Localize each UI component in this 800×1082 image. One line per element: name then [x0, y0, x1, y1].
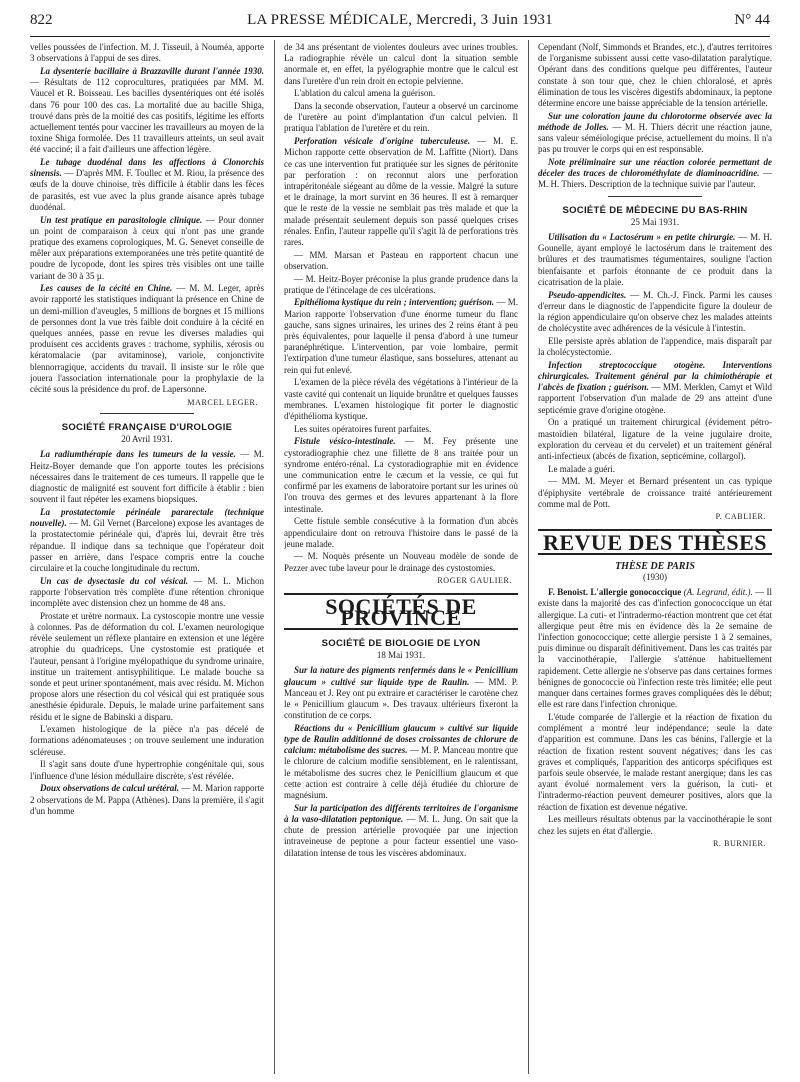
- article: [284, 297, 518, 375]
- article-heading: Le tubage duodénal dans les affections à Clonorchis sinensis.: [30, 157, 264, 179]
- society-heading: SOCIÉTÉ FRANÇAISE D'UROLOGIE: [61, 422, 233, 433]
- session-date: 18 Mai 1931.: [376, 650, 426, 661]
- article-heading: La radiumthérapie dans les tumeurs de la vessie.: [40, 449, 236, 460]
- article-heading: Infection streptococcique otogène. Interventions chirurgicales. Traitement général par la chimiothérapie et l'abcès de fixation ; guérison.: [538, 359, 772, 393]
- column-rule-2: [528, 40, 529, 1074]
- signature: P. CABLIER.: [715, 512, 766, 522]
- article-heading: F. Benoist. L'allergie gonococcique: [548, 587, 682, 598]
- article-heading: Sur la participation des différents territoires de l'organisme à la vaso-dilatation peptonique.: [284, 802, 518, 824]
- article-body: — M. Fey présente une cystoradiographie chez une fillette de 8 ans traitée pour un syndrome entéro-rénal. La cystoradiographie mit en évidence une communication entre le cæcum et la vessie, ce qui fut confirmé par les examens de laboratoire portant sur les urines où l'on trouva des germes et des levures appartenant à la flore intestinale.: [284, 436, 518, 514]
- paragraph: — M. Noquès présente un Nouveau modèle de sonde de Pezzer avec tube laveur pour le drainage des cystostomies.: [284, 551, 518, 573]
- article-body: — M. M. Leger, après avoir rapporté les statistiques indiquant la présence en Chine de un demi-million d'aveugles, 5 millions de borgnes et 15 millions de personnes dont la vue très faible doit conduire à la cécité en quelques années, passe en revue les diverses maladies qui produisent ces accidents graves : trachome, syphilis, xérosis ou kératomalacie (par avitaminose), variole, conjonctivite blennorragique, accidents du travail. Il insiste sur le rôle que jouera l'association internationale pour la prophylaxie de la cécité sous la présidence du prof. de Lapersonne.: [30, 283, 264, 395]
- article-heading: Un test pratique en parasitologie clinique.: [40, 214, 203, 225]
- section-divider: [608, 196, 702, 197]
- article-heading: Pseudo-appendicites.: [548, 289, 627, 300]
- thesis-heading: THÈSE DE PARIS: [615, 560, 695, 572]
- article: [30, 783, 264, 817]
- signature: MARCEL LEGER.: [187, 397, 258, 407]
- article: [284, 436, 518, 514]
- article-body: — M. H. Gounelle, ayant employé le lactosérum dans le traitement des brûlures et des traumatismes tégumentaires, souligne l'action bienfaisante et parfois étonnante de ce produit dans la cicatrisation de la plaie.: [538, 232, 772, 287]
- session-date: 25 Mai 1931.: [630, 216, 680, 227]
- paragraph: Dans la seconde observation, l'auteur a observé un carcinome de l'uretère au point d'implantation d'un calcul pelvien. Il pratiqua l'ablation de l'uretère et du rein.: [284, 101, 518, 134]
- article: [30, 66, 264, 156]
- paragraph: — MM. M. Meyer et Bernard présentent un cas typique d'épiphysite vertébrale de croissance traité antérieurement comme mal de Pott.: [538, 476, 772, 509]
- article: [538, 111, 772, 156]
- article-heading: Réactions du « Penicillium glaucum » cultivé sur liquide type de Raulin additionné de doses croissantes de chlorure de calcium: métabolisme des sucres.: [284, 722, 518, 756]
- issue-number: N° 44: [734, 12, 770, 28]
- paragraph: velles poussées de l'infection. M. J. Tisseuil, à Nouméa, apporte 3 observations à l'appui de ses dires.: [30, 42, 264, 64]
- article-heading: Un cas de dysectasie du col vésical.: [40, 575, 189, 586]
- article-body: — M. Ch.-J. Finck. Parmi les causes d'erreur dans le diagnostic de l'appendicite figure la douleur de la région appendiculaire qu'on observe chez les malades atteints de cholécystite avec adhérences de la vésicule à l'intestin.: [538, 289, 772, 334]
- article: [30, 576, 264, 610]
- paragraph: — MM. Marsan et Pasteau en rapportent chacun une observation.: [284, 249, 518, 271]
- paragraph: de 34 ans présentant de violentes douleurs avec urines troubles. La radiographie révèle un calcul dont la situation semble anormale et, en effet, la pyélographie montre que le calcul est dans l'uretère d'un rein droit en ectopie pelvienne.: [284, 42, 518, 86]
- paragraph: Il s'agit sans doute d'une hypertrophie congénitale qui, sous l'influence d'une lésion médullaire discrète, s'est révélée.: [30, 759, 264, 781]
- article: [538, 587, 772, 710]
- article: [538, 157, 772, 191]
- article-body: — M. Marion rapporte 2 observations de M. Pappa (Athènes). Dans la première, il s'agit d'un homme: [30, 783, 264, 816]
- article-body: — M. Gil Vernet (Barcelone) expose les avantages de la prostatectomie périnéale qui, d'après lui, devrait être très répandue. Il indique dans sa technique que l'opérateur doit passer en arrière, dans l'espace compris entre la couche circulaire et la couche longitudinale du rectum.: [30, 518, 264, 573]
- paragraph: Les meilleurs résultats obtenus par la vaccinothérapie le sont chez les sujets en état d'allergie.: [538, 814, 772, 836]
- article-body: — M. L. Michon rapporte l'observation très complète d'une rétention chronique incomplète avec distension chez un homme de 48 ans.: [30, 575, 264, 609]
- column-left: [30, 42, 264, 1074]
- article-body: — M. P. Manceau montre que le chlorure de calcium modifie sensiblement, en le ralentissant, le métabolisme des sucres chez le Penicillium glaucum et que cette action est contraire à celle déjà étudiée du chlorure de magnésium.: [284, 745, 518, 801]
- article: [30, 215, 264, 282]
- society-heading: SOCIÉTÉ DE MÉDECINE DU BAS-RHIN: [562, 204, 748, 216]
- article: [30, 157, 264, 213]
- page-number: 822: [30, 12, 53, 28]
- paragraph: — M. Heitz-Boyer préconise la plus grande prudence dans la pratique de l'étincelage de ces ulcérations.: [284, 273, 518, 295]
- article-body: — Résultats de 112 coprocultures, pratiquées par MM. M. Vaucel et R. Boisseau. Les bacilles dysentériques ont été isolés dans 76 pour 100 des cas. La mortalité due au bacille Shiga, trouvé dans près de la moitié des cas positifs, légitime les efforts actuellement tentés pour vacciner les travailleurs au moyen de la toxine Shiga formolée. Des 11 travailleurs atteints, un seul avait été vacciné; il a fait d'ailleurs une affection légère.: [30, 77, 264, 155]
- article: [284, 803, 518, 859]
- article-heading: Les causes de la cécité en Chine.: [40, 283, 173, 294]
- article: [284, 723, 518, 801]
- paragraph: On a pratiqué un traitement chirurgical (évidement pétro-mastoïdien bilatéral, ligature de la veine jugulaire droite, exploration du cerveau et du cervelet) et un traitement général anti-infectieux (abcès de fixation, septicémine, collargol).: [538, 417, 772, 461]
- paragraph: Les suites opératoires furent parfaites.: [294, 423, 432, 434]
- signature: R. BURNIER.: [712, 839, 766, 849]
- article: [30, 283, 264, 395]
- article: [538, 232, 772, 288]
- section-banner: SOCIÉTÉS DE PROVINCE: [284, 593, 518, 630]
- running-head: [30, 12, 770, 32]
- article-body: — Pour donner un point de comparaison à ceux qui n'ont pas une grande pratique des examens coprologiques, M. G. Senevet conseille de mêler aux préparations extemporanées une très petite quantité de poudre de lycopode, dont les spires très visibles ont une taille variant de 30 à 35 µ.: [30, 214, 264, 281]
- article-body: — M. H. Thiers. Description de la technique suivie par l'auteur.: [538, 168, 772, 190]
- paragraph: L'examen de la pièce révéla des végétations à l'intérieur de la vaste cavité qui contenait un liquide brunâtre et quelques fausses membranes. L'examen histologique fit porter le diagnostic d'épithélioma kystique.: [284, 377, 518, 421]
- article: [30, 507, 264, 574]
- column-middle: [284, 42, 518, 1074]
- column-rule-1: [274, 40, 275, 1074]
- article-heading: La dysenterie bacillaire à Brazzaville durant l'année 1930.: [40, 65, 264, 76]
- article-heading: Note préliminaire sur une réaction colorée permettant de déceler des traces de chlorométhylate de diaminoacridine.: [538, 157, 772, 179]
- column-right: [538, 42, 772, 1074]
- article-heading: Fistule vésico-intestinale.: [294, 436, 396, 447]
- article-heading: Perforation vésicale d'origine tuberculeuse.: [294, 136, 471, 147]
- article-heading: Doux observations de calcul urétéral.: [40, 783, 180, 794]
- paragraph: Cependant (Nolf, Simmonds et Brandes, etc.), d'autres territoires de l'organisme subissent aussi cette vaso-dilatation paralytique. Opérant dans des conditions quelque peu différentes, l'auteur constate à son tour que, chez le chien chloralosé, et après élimination de tous les viscères digestifs abdominaux, la peptone détermine encore une baisse appréciable de la tension artérielle.: [538, 42, 772, 109]
- article: [284, 136, 518, 248]
- session-date: 20 Avril 1931.: [121, 434, 173, 445]
- society-heading: SOCIÉTÉ DE BIOLOGIE DE LYON: [321, 637, 481, 649]
- article-body: — D'après MM. F. Toullec et M. Riou, la présence des œufs de la douve chinoise, très difficile à établir dans les fèces de parasités, est vue avec la plus grande aisance après tubage duodénal.: [30, 168, 264, 212]
- article: [538, 360, 772, 416]
- paragraph: L'ablation du calcul amena la guérison.: [294, 88, 436, 99]
- section-banner: REVUE DES THÈSES: [538, 529, 772, 555]
- paragraph: L'étude comparée de l'allergie et la réaction de fixation du complément a montré leur indépendance; seule la date d'apparition est commune. Dans les cas bénins, l'allergie et la réaction de fixation restent souvent négatives; dans les cas graves et compliqués, l'apparition des anticorps spécifiques est parfois seule observée, le malade restant anergique; dans les cas ayant évolué normalement vers la guérison, la cuti- et l'intradermo-réaction peuvent demeurer positives, alors que la réaction de fixation est devenue négative.: [538, 711, 772, 812]
- publisher-ref: (A. Legrand, édit.).: [683, 587, 753, 598]
- signature: ROGER GAULIER.: [437, 576, 512, 586]
- article: [284, 665, 518, 721]
- article-body: — MM. P. Manceau et J. Rey ont pu extraire et caractériser le carotène chez le « Penicillium glaucum ». Des travaux ultérieurs fixeront la constitution de ce corps.: [284, 676, 518, 721]
- paragraph: Prostate et urètre normaux. La cystoscopie montre une vessie à colonnes. Pas de déformation du col. L'examen neurologique révèle seulement un réflexe plantaire en extension et une légère atrophie du quadriceps. Une cystostomie est pratiquée et l'auteur, pensant à l'origine myélopathique du syndrome urinaire, institue un traitement antisyphilitique. Le malade bouche sa sonde et peut uriner spontanément, mais avec résidu. M. Michon propose alors une résection du col vésical qui est pratiquée sous anesthésie épidurale. Depuis, le malade urine parfaitement sans résidu et le signe de Babinski a disparu.: [30, 610, 264, 722]
- section-divider: [100, 413, 194, 414]
- paragraph: Cette fistule semble consécutive à la formation d'un abcès appendiculaire dont on retrouva l'histoire dans le passé de la jeune malade.: [284, 516, 518, 549]
- header-rule: [30, 36, 770, 37]
- article-body: — M. L. Jung. On sait que la chute de pression artérielle provoquée par une injection intraveineuse de peptone a pour facteur essentiel une vaso-dilatation intense de tous les viscères abdominaux.: [284, 814, 518, 858]
- article-heading: Epithélioma kystique du rein ; intervention; guérison.: [294, 297, 495, 308]
- article-body: — M. Marion rapporte l'observation d'une énorme tumeur du flanc gauche, sans signes urinaires, les urines des 2 reins étant à peu près équivalentes, pour laquelle il pensa d'abord à une tumeur paranéphrétique. L'intervention, par voie lombaire, permit l'extirpation d'une tumeur élastique, sans bosselures, attenant au rein qui fut enlevé.: [284, 297, 518, 375]
- article-body: — Il existe dans la majorité des cas d'infection gonococcique un état allergique. La cuti- et l'intradermo-réaction montrent que cet état allergique peut être mis en évidence dès la 2e semaine de l'infection gonococcique; cette allergie persiste 1 à 2 semaines, puis diminue ou disparaît définitivement. Dans les cas traités par la vaccinothérapie, l'allergie s'atténue habituellement rapidement. Cette allergie ne s'observe pas dans certaines formes bénignes de gonococcie où l'infection reste très limitée; elle peut manquer dans certaines formes graves compliquées dès le début; elle est rare dans l'infection chronique.: [538, 587, 772, 710]
- journal-title: LA PRESSE MÉDICALE, Mercredi, 3 Juin 1931: [247, 12, 553, 28]
- article: [538, 290, 772, 335]
- article-body: — M. Heitz-Boyer demande que l'on apporte toutes les précisions nécessaires dans le traitement de ces tumeurs. Il rappelle que le diagnostic de malignité est souvent fort difficile à établir : bien souvent il faut répéter les examens biopsiques.: [30, 449, 264, 505]
- article-body: — MM. Merklen, Camyt et Wild rapportent l'observation d'un malade de 29 ans atteint d'une septicémie grave d'origine otogène.: [538, 382, 772, 415]
- paragraph: Le malade a guéri.: [548, 463, 615, 474]
- article: [30, 449, 264, 505]
- article-heading: Sur la nature des pigments renfermés dans le « Penicillium glaucum » cultivé sur liquide type de Raulin.: [284, 665, 518, 687]
- paragraph: L'examen histologique de la pièce n'a pas décelé de formations adénomateuses ; on trouve seulement une induration scléreuse.: [30, 724, 264, 757]
- thesis-year: (1930): [643, 572, 667, 583]
- article-body: — M. E. Michon rapporte cette observation de M. Laffitte (Niort). Dans ce cas une intervention fut pratiquée sur les signes de péritonite par perforation : on reconnut alors une perforation intrapéritonéale siégeant au dôme de la vessie. Malgré la suture et le drainage, la mort survint en 36 heures. Il est à remarquer que le reste de la vessie ne semblait pas très malade et que la malade présentait seulement depuis son passé quelques crises rénales. Enfin, l'auteur rappelle qu'il s'agit là de perforations très rares.: [284, 136, 518, 247]
- article-heading: Utilisation du « Lactosérum » en petite chirurgie.: [548, 232, 736, 243]
- article-body: — M. H. Thiers décrit une réaction jaune, sans valeur séméiologique précise, actuellement du moins. Il n'a pas pu trouver le corps qui en est responsable.: [538, 121, 772, 155]
- article-heading: Sur une coloration jaune du chlorotorme observée avec la méthode de Jolles.: [538, 110, 772, 132]
- paragraph: Elle persiste après ablation de l'appendice, mais disparaît par la cholécystectomie.: [538, 335, 772, 358]
- article-heading: La prostatectomie périnéale pararectale (technique nouvelle).: [30, 506, 264, 529]
